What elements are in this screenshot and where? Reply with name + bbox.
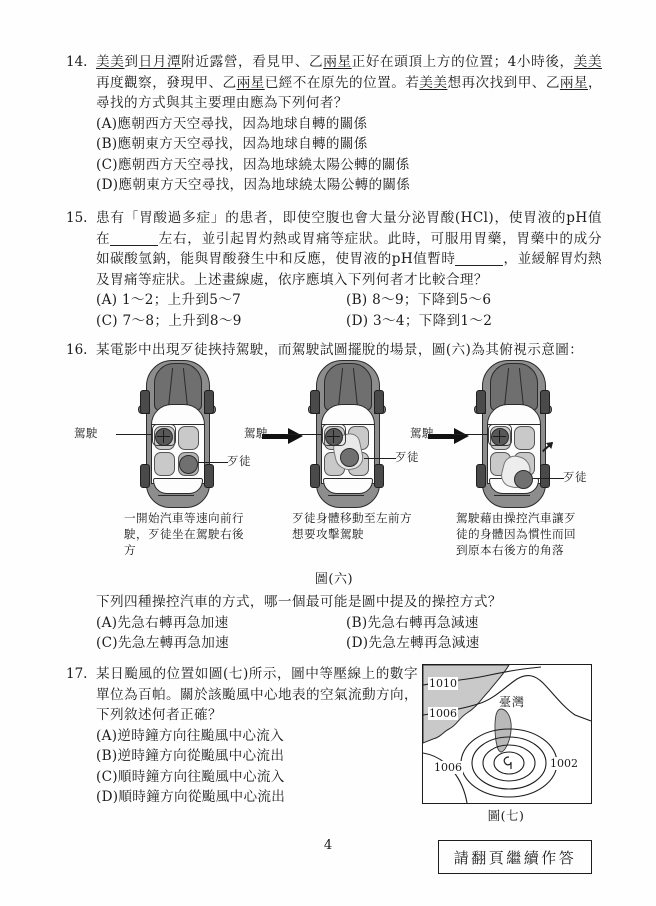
panel-2-caption: 歹徒身體移動至左前方想要攻擊駕駛 — [292, 511, 412, 541]
question-16-subquestion — [66, 592, 602, 654]
figure-six-panel-1 — [74, 358, 252, 557]
option-d[interactable]: (D)應朝東方天空尋找，因為地球繞太陽公轉的關係 — [96, 177, 411, 193]
driver-leader-line — [452, 434, 488, 435]
figure-seven-label: 圖(七) — [487, 808, 525, 823]
thug-figure-icon — [179, 455, 198, 474]
question-17-number: 17. — [66, 666, 88, 682]
stem-part-2: 左右，並引起胃灼熱或胃痛等症狀。此時，可服用胃藥，胃藥中的成分如碳酸氫鈉，能與胃酸發生中和反應，使胃液的pH值暫時 — [96, 230, 602, 267]
isobar-label-1006-upper: 1006 — [429, 707, 457, 720]
isobar-label-1006-lower: 1006 — [434, 761, 462, 774]
option-a[interactable]: (A)逆時鐘方向往颱風中心流入 — [96, 727, 285, 744]
continue-notice-box — [438, 840, 592, 874]
panel-3-caption: 駕駛藉由操控汽車讓歹徒的身體因為慣性而回到原本右後方的角落 — [456, 511, 576, 557]
stem-segment-7: 再度觀察，發現甲、乙 — [96, 74, 237, 91]
driver-label: 駕駛 — [244, 426, 268, 440]
driver-label: 駕駛 — [74, 426, 98, 440]
driver-label: 駕駛 — [410, 426, 434, 440]
question-17 — [66, 664, 418, 808]
thug-label: 歹徒 — [395, 450, 419, 464]
stem-part-3: ，並緩解胃灼熱及胃痛等症狀。上述畫線處，依序應填入下列何者才比較合理？ — [96, 251, 602, 288]
question-16-options — [96, 613, 602, 654]
figure-six-panel-3 — [410, 358, 588, 557]
stem-segment-1: 到 — [124, 54, 139, 70]
driver-leader-line — [116, 434, 152, 435]
option-a[interactable]: (A) 1～2；上升到5～7 — [96, 292, 242, 308]
isobar-label-1010: 1010 — [429, 677, 457, 690]
stem-segment-3: 附近露營，看見甲、乙 — [181, 54, 324, 70]
stem-part-1: 患有「胃酸過多症」的患者，即使空腹也會大量分泌胃酸(HCl)，使胃液的pH值在 — [96, 210, 602, 247]
driver-figure-icon — [491, 428, 509, 446]
question-15-stem — [96, 208, 602, 290]
stem-segment-4: 兩星 — [323, 54, 352, 70]
question-17-stem: 某日颱風的位置如圖(七)所示，圖中等壓線上的數字單位為百帕。關於該颱風中心地表的空氣流動方向，下列敘述何者正確？ — [96, 666, 418, 723]
stem-segment-9: 已經不在原先的位置。若 — [264, 74, 420, 91]
page-number: 4 — [323, 838, 333, 853]
thug-figure-icon — [514, 470, 533, 489]
option-a[interactable]: (A)應朝西方天空尋找，因為地球自轉的關係 — [96, 115, 368, 132]
thug-leader-line — [198, 462, 228, 463]
blank-field-1[interactable] — [110, 245, 158, 246]
taiwan-region-label: 臺灣 — [499, 695, 526, 709]
thug-leader-line — [534, 478, 564, 479]
stem-segment-5: 正好在頭頂上方的位置；4小時後， — [351, 54, 574, 70]
question-16-sub-stem: 下列四種操控汽車的方式，哪一個最可能是圖中提及的操控方式？ — [96, 594, 502, 610]
car-top-view-3 — [480, 360, 546, 506]
car-top-view-2 — [314, 360, 380, 506]
isobar-ring-3 — [483, 745, 535, 781]
blank-field-2[interactable] — [455, 265, 503, 266]
driver-figure-icon — [155, 428, 173, 446]
question-15 — [66, 208, 602, 331]
typhoon-center-symbol — [504, 757, 511, 769]
stem-segment-8: 兩星 — [236, 74, 265, 91]
option-d[interactable]: (D) 3～4；下降到1～2 — [346, 312, 493, 329]
figure-six-panel-2 — [244, 358, 422, 541]
question-14 — [66, 52, 602, 196]
thug-leader-line — [364, 458, 396, 459]
stem-segment-2: 日月潭 — [138, 54, 182, 70]
figure-six — [66, 358, 602, 590]
thug-label: 歹徒 — [227, 454, 251, 468]
stem-segment-10: 美美 — [419, 74, 448, 91]
question-14-options — [96, 114, 602, 196]
thug-label: 歹徒 — [563, 470, 587, 484]
option-b[interactable]: (B)逆時鐘方向從颱風中心流出 — [96, 748, 285, 764]
stem-segment-12: 兩星 — [559, 74, 589, 91]
question-14-stem — [96, 52, 602, 114]
option-d[interactable]: (D)先急左轉再急減速 — [346, 635, 480, 651]
question-14-number: 14. — [66, 54, 88, 70]
option-b[interactable]: (B)應朝東方天空尋找，因為地球自轉的關係 — [96, 136, 368, 152]
question-15-number: 15. — [66, 210, 88, 226]
driver-leader-line — [286, 434, 322, 435]
stem-segment-6: 美美 — [573, 54, 602, 70]
option-d[interactable]: (D)順時鐘方向從颱風中心流出 — [96, 789, 286, 805]
stem-segment-0: 美美 — [96, 54, 125, 70]
option-a[interactable]: (A)先急右轉再急加速 — [96, 614, 229, 631]
question-16-number: 16. — [66, 342, 88, 358]
panel-1-caption: 一開始汽車等速向前行駛，歹徒坐在駕駛右後方 — [124, 511, 244, 557]
question-17-options — [96, 726, 418, 808]
option-b[interactable]: (B) 8～9；下降到5～6 — [346, 292, 492, 308]
isobar-label-1002: 1002 — [550, 757, 578, 770]
option-b[interactable]: (B)先急右轉再急減速 — [346, 614, 479, 631]
option-c[interactable]: (C)順時鐘方向往颱風中心流入 — [96, 768, 285, 785]
option-c[interactable]: (C)先急左轉再急加速 — [96, 635, 230, 651]
option-c[interactable]: (C) 7～8；上升到8～9 — [96, 312, 242, 329]
question-15-options — [96, 290, 602, 331]
thug-figure-icon — [340, 448, 359, 467]
continue-notice-text: 請翻頁繼續作答 — [453, 848, 577, 867]
figure-six-label: 圖(六) — [314, 572, 354, 587]
isobar-ring-4 — [494, 752, 524, 774]
car-top-view-1 — [144, 360, 210, 506]
stem-segment-11: 想再次找到甲、乙 — [447, 74, 560, 91]
stem-segment-13: ，尋找的方式與其主要理由應為下列何者？ — [96, 74, 603, 111]
driver-figure-icon — [325, 428, 343, 446]
option-c[interactable]: (C)應朝西方天空尋找，因為地球繞太陽公轉的關係 — [96, 156, 410, 173]
question-16-stem: 某電影中出現歹徒挾持駕駛，而駕駛試圖擺脫的場景，圖(六)為其俯視示意圖： — [96, 342, 584, 358]
figure-seven-weather-map — [422, 664, 592, 804]
